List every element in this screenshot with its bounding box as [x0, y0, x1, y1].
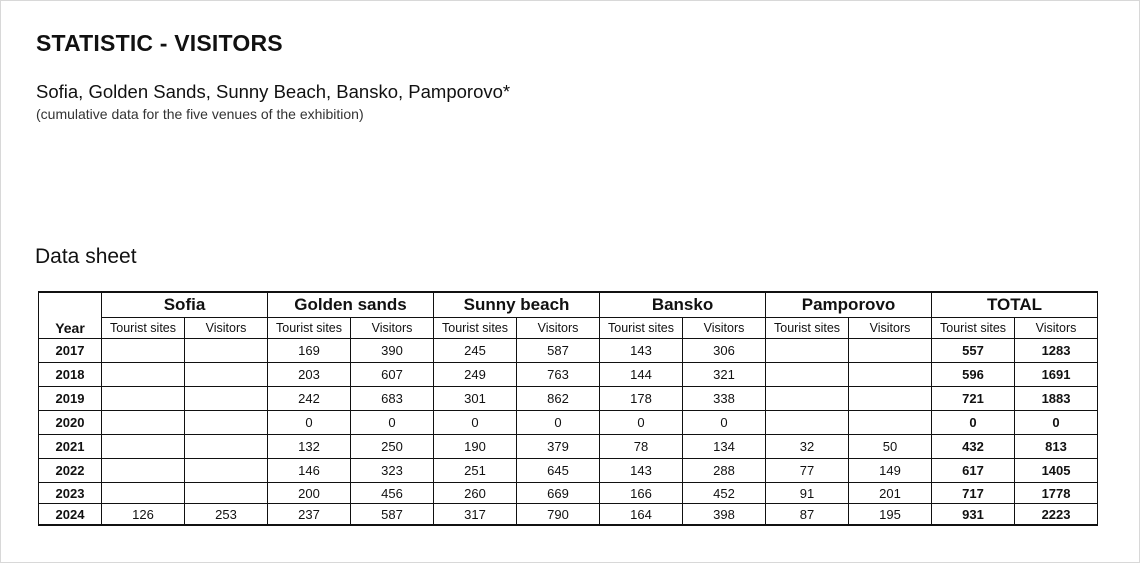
sofia-visitors-cell	[185, 435, 268, 459]
year-cell: 2022	[39, 459, 102, 483]
golden-sands-visitors-cell: 0	[351, 411, 434, 435]
bansko-visitors-cell: 398	[683, 504, 766, 526]
sub-header-row	[39, 318, 1098, 339]
pamporovo-tourist-sites-cell	[766, 411, 849, 435]
golden-sands-visitors-cell: 390	[351, 339, 434, 363]
sofia-tourist-sites-cell	[102, 435, 185, 459]
total-visitors-cell: 2223	[1015, 504, 1098, 526]
pamporovo-visitors-cell	[849, 411, 932, 435]
year-cell: 2024	[39, 504, 102, 526]
sofia-tourist-sites-cell: 126	[102, 504, 185, 526]
bansko-tourist-sites-cell: 143	[600, 459, 683, 483]
bansko-visitors-cell: 288	[683, 459, 766, 483]
sofia-visitors-cell	[185, 339, 268, 363]
total-visitors-cell: 1405	[1015, 459, 1098, 483]
pamporovo-tourist-sites-header: Tourist sites	[766, 318, 849, 339]
year-cell: 2019	[39, 387, 102, 411]
venue-header-bansko: Bansko	[600, 292, 766, 318]
sunny-beach-visitors-cell: 862	[517, 387, 600, 411]
bansko-visitors-cell: 306	[683, 339, 766, 363]
sofia-tourist-sites-cell	[102, 411, 185, 435]
bansko-visitors-cell: 134	[683, 435, 766, 459]
sunny-beach-visitors-header: Visitors	[517, 318, 600, 339]
table-row	[39, 459, 1098, 483]
year-column-header: Year	[39, 318, 102, 339]
table-row	[39, 411, 1098, 435]
total-tourist-sites-cell: 432	[932, 435, 1015, 459]
total-visitors-header: Visitors	[1015, 318, 1098, 339]
venue-header-row	[39, 292, 1098, 318]
venue-header-golden-sands: Golden sands	[268, 292, 434, 318]
sunny-beach-visitors-cell: 669	[517, 483, 600, 504]
table-row	[39, 363, 1098, 387]
sofia-tourist-sites-cell	[102, 387, 185, 411]
sunny-beach-tourist-sites-cell: 190	[434, 435, 517, 459]
golden-sands-tourist-sites-cell: 169	[268, 339, 351, 363]
bansko-visitors-cell: 321	[683, 363, 766, 387]
year-cell: 2021	[39, 435, 102, 459]
year-cell: 2018	[39, 363, 102, 387]
pamporovo-visitors-cell: 201	[849, 483, 932, 504]
sunny-beach-tourist-sites-cell: 245	[434, 339, 517, 363]
sofia-visitors-cell	[185, 387, 268, 411]
table-row	[39, 387, 1098, 411]
total-tourist-sites-header: Tourist sites	[932, 318, 1015, 339]
total-visitors-cell: 813	[1015, 435, 1098, 459]
sofia-tourist-sites-header: Tourist sites	[102, 318, 185, 339]
pamporovo-tourist-sites-cell	[766, 339, 849, 363]
total-tourist-sites-cell: 0	[932, 411, 1015, 435]
pamporovo-tourist-sites-cell	[766, 363, 849, 387]
table-row	[39, 339, 1098, 363]
golden-sands-tourist-sites-cell: 200	[268, 483, 351, 504]
sofia-visitors-cell	[185, 483, 268, 504]
bansko-tourist-sites-cell: 143	[600, 339, 683, 363]
golden-sands-visitors-cell: 250	[351, 435, 434, 459]
table-row	[39, 435, 1098, 459]
sofia-visitors-cell	[185, 459, 268, 483]
sofia-tourist-sites-cell	[102, 363, 185, 387]
pamporovo-tourist-sites-cell: 77	[766, 459, 849, 483]
sunny-beach-tourist-sites-cell: 251	[434, 459, 517, 483]
pamporovo-tourist-sites-cell: 32	[766, 435, 849, 459]
year-cell: 2020	[39, 411, 102, 435]
table-row	[39, 504, 1098, 526]
golden-sands-visitors-cell: 323	[351, 459, 434, 483]
golden-sands-tourist-sites-cell: 146	[268, 459, 351, 483]
pamporovo-visitors-cell	[849, 363, 932, 387]
golden-sands-visitors-header: Visitors	[351, 318, 434, 339]
sunny-beach-tourist-sites-cell: 301	[434, 387, 517, 411]
golden-sands-tourist-sites-cell: 203	[268, 363, 351, 387]
golden-sands-tourist-sites-cell: 132	[268, 435, 351, 459]
pamporovo-visitors-cell: 195	[849, 504, 932, 526]
golden-sands-visitors-cell: 607	[351, 363, 434, 387]
sofia-visitors-header: Visitors	[185, 318, 268, 339]
total-tourist-sites-cell: 596	[932, 363, 1015, 387]
bansko-tourist-sites-cell: 164	[600, 504, 683, 526]
sunny-beach-tourist-sites-cell: 0	[434, 411, 517, 435]
bansko-tourist-sites-cell: 144	[600, 363, 683, 387]
sunny-beach-tourist-sites-cell: 249	[434, 363, 517, 387]
bansko-visitors-cell: 0	[683, 411, 766, 435]
venues-subtitle: Sofia, Golden Sands, Sunny Beach, Bansko, Pamporovo*	[36, 81, 511, 102]
bansko-tourist-sites-cell: 166	[600, 483, 683, 504]
total-visitors-cell: 1778	[1015, 483, 1098, 504]
table-row	[39, 483, 1098, 504]
bansko-tourist-sites-cell: 78	[600, 435, 683, 459]
year-cell: 2017	[39, 339, 102, 363]
golden-sands-visitors-cell: 456	[351, 483, 434, 504]
sunny-beach-tourist-sites-cell: 317	[434, 504, 517, 526]
venue-header-sofia: Sofia	[102, 292, 268, 318]
year-corner-cell	[39, 292, 102, 318]
sunny-beach-tourist-sites-header: Tourist sites	[434, 318, 517, 339]
sunny-beach-visitors-cell: 587	[517, 339, 600, 363]
total-tourist-sites-cell: 717	[932, 483, 1015, 504]
sofia-tourist-sites-cell	[102, 339, 185, 363]
total-visitors-cell: 1283	[1015, 339, 1098, 363]
visitors-table	[38, 291, 1098, 526]
pamporovo-visitors-cell: 50	[849, 435, 932, 459]
bansko-visitors-cell: 452	[683, 483, 766, 504]
sunny-beach-visitors-cell: 790	[517, 504, 600, 526]
total-tourist-sites-cell: 557	[932, 339, 1015, 363]
bansko-tourist-sites-cell: 0	[600, 411, 683, 435]
year-cell: 2023	[39, 483, 102, 504]
sofia-visitors-cell	[185, 363, 268, 387]
total-visitors-cell: 1691	[1015, 363, 1098, 387]
venue-header-pamporovo: Pamporovo	[766, 292, 932, 318]
pamporovo-visitors-cell: 149	[849, 459, 932, 483]
sofia-visitors-cell	[185, 411, 268, 435]
cumulative-note: (cumulative data for the five venues of the exhibition)	[36, 106, 364, 122]
pamporovo-tourist-sites-cell: 91	[766, 483, 849, 504]
sofia-tourist-sites-cell	[102, 459, 185, 483]
pamporovo-tourist-sites-cell	[766, 387, 849, 411]
sunny-beach-visitors-cell: 0	[517, 411, 600, 435]
bansko-visitors-cell: 338	[683, 387, 766, 411]
data-sheet-title: Data sheet	[35, 245, 137, 268]
page-title: STATISTIC - VISITORS	[36, 30, 283, 56]
total-visitors-cell: 1883	[1015, 387, 1098, 411]
sunny-beach-tourist-sites-cell: 260	[434, 483, 517, 504]
venue-header-sunny-beach: Sunny beach	[434, 292, 600, 318]
total-visitors-cell: 0	[1015, 411, 1098, 435]
bansko-tourist-sites-cell: 178	[600, 387, 683, 411]
venue-header-total: TOTAL	[932, 292, 1098, 318]
golden-sands-visitors-cell: 683	[351, 387, 434, 411]
total-tourist-sites-cell: 721	[932, 387, 1015, 411]
golden-sands-tourist-sites-cell: 0	[268, 411, 351, 435]
total-tourist-sites-cell: 617	[932, 459, 1015, 483]
golden-sands-tourist-sites-header: Tourist sites	[268, 318, 351, 339]
golden-sands-tourist-sites-cell: 242	[268, 387, 351, 411]
sofia-tourist-sites-cell	[102, 483, 185, 504]
sunny-beach-visitors-cell: 645	[517, 459, 600, 483]
golden-sands-visitors-cell: 587	[351, 504, 434, 526]
bansko-tourist-sites-header: Tourist sites	[600, 318, 683, 339]
bansko-visitors-header: Visitors	[683, 318, 766, 339]
sunny-beach-visitors-cell: 379	[517, 435, 600, 459]
pamporovo-visitors-cell	[849, 387, 932, 411]
pamporovo-visitors-cell	[849, 339, 932, 363]
total-tourist-sites-cell: 931	[932, 504, 1015, 526]
golden-sands-tourist-sites-cell: 237	[268, 504, 351, 526]
sunny-beach-visitors-cell: 763	[517, 363, 600, 387]
pamporovo-tourist-sites-cell: 87	[766, 504, 849, 526]
sofia-visitors-cell: 253	[185, 504, 268, 526]
pamporovo-visitors-header: Visitors	[849, 318, 932, 339]
